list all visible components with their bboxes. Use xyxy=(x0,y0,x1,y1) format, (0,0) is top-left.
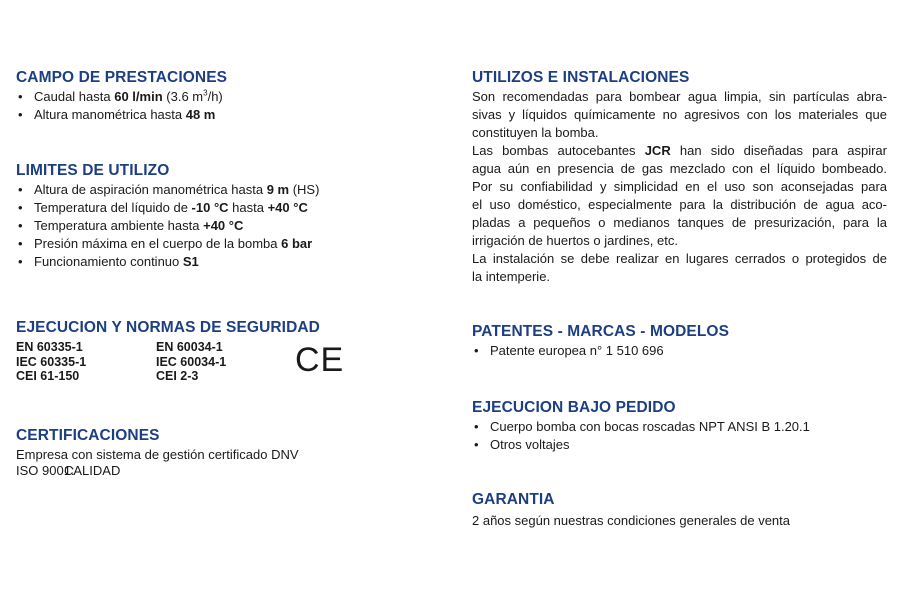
list-item: • Funcionamiento continuo S1 xyxy=(16,253,436,271)
paragraph-line: el uso doméstico, especialmente para la distribución de agua aco- xyxy=(472,197,887,212)
patentes-heading: PATENTES - MARCAS - MODELOS xyxy=(472,323,730,340)
paragraph-line: constituyen la bomba. xyxy=(472,125,599,140)
list-item: • Otros voltajes xyxy=(472,436,887,454)
limites-utilizo-list xyxy=(16,181,436,271)
list-item: • Patente europea n° 1 510 696 xyxy=(472,342,887,360)
paragraph-line: agua aún en presencia de gas mezclado con el líquido bombeado. xyxy=(472,161,887,176)
certificaciones-section xyxy=(16,426,436,479)
certificaciones-line-1: Empresa con sistema de gestión certificado DNV xyxy=(16,447,299,462)
ce-mark-icon: CE xyxy=(295,341,345,379)
list-item: • Altura manométrica hasta 48 m xyxy=(16,106,436,124)
ejecucion-pedido-list xyxy=(472,418,887,454)
ejecucion-normas-section xyxy=(16,318,436,394)
norms-block xyxy=(16,340,436,394)
paragraph-line: Son recomendadas para bombear agua limpia, sin partículas abra- xyxy=(472,89,887,104)
list-item: • Cuerpo bomba con bocas roscadas NPT ANSI B 1.20.1 xyxy=(472,418,887,436)
norms-column-1 xyxy=(16,340,86,384)
iso-value: CALIDAD xyxy=(64,463,121,478)
patentes-section xyxy=(472,322,887,360)
certificaciones-heading: CERTIFICACIONES xyxy=(16,427,160,444)
norm-item: IEC 60034-1 xyxy=(156,354,227,369)
limites-utilizo-heading: LIMITES DE UTILIZO xyxy=(16,162,170,179)
ejecucion-pedido-section xyxy=(472,398,887,454)
garantia-heading: GARANTIA xyxy=(472,491,555,508)
list-item: • Temperatura del líquido de -10 °C hasta +40 °C xyxy=(16,199,436,217)
norm-item: IEC 60335-1 xyxy=(16,354,87,369)
paragraph-line: Las bombas autocebantes JCR han sido diseñadas para aspirar xyxy=(472,143,887,158)
paragraph-line: La instalación se debe realizar en lugares cerrados o protegidos de xyxy=(472,251,887,266)
norm-item: EN 60034-1 xyxy=(156,340,223,354)
patentes-list xyxy=(472,342,887,360)
list-item: • Altura de aspiración manométrica hasta 9 m (HS) xyxy=(16,181,436,199)
limites-utilizo-section xyxy=(16,161,436,271)
ejecucion-normas-heading: EJECUCION Y NORMAS DE SEGURIDAD xyxy=(16,319,320,336)
norm-item: CEI 61-150 xyxy=(16,369,80,383)
ejecucion-pedido-heading: EJECUCION BAJO PEDIDO xyxy=(472,399,676,416)
iso-label: ISO 9001: xyxy=(16,463,75,478)
certificaciones-line-2 xyxy=(16,463,436,479)
list-item: • Presión máxima en el cuerpo de la bomba 6 bar xyxy=(16,235,436,253)
paragraph-line: la intemperie. xyxy=(472,269,551,284)
garantia-section xyxy=(472,490,887,530)
norms-column-2 xyxy=(156,340,226,384)
garantia-text: 2 años según nuestras condiciones generales de venta xyxy=(472,513,790,528)
paragraph-line: Por su confiabilidad y simplicidad en el uso son aconsejadas para xyxy=(472,179,887,194)
list-item: • Caudal hasta 60 l/min (3.6 $m^3/h$) xyxy=(16,88,436,106)
list-item: • Temperatura ambiente hasta +40 °C xyxy=(16,217,436,235)
campo-prestaciones-section xyxy=(16,68,436,124)
campo-prestaciones-list xyxy=(16,88,436,124)
utilizos-instalaciones-heading: UTILIZOS E INSTALACIONES xyxy=(472,69,690,86)
norm-item: EN 60335-1 xyxy=(16,340,83,354)
campo-prestaciones-heading: CAMPO DE PRESTACIONES xyxy=(16,69,228,86)
paragraph-line: sivas y líquidos químicamente no agresivos con los materiales que xyxy=(472,107,887,122)
paragraph-line: pladas a pequeños o medianos tanques de presurización, para la xyxy=(472,215,887,230)
utilizos-instalaciones-section xyxy=(472,68,887,286)
paragraph-line: irrigación de huertos o jardines, etc. xyxy=(472,233,678,248)
norm-item: CEI 2-3 xyxy=(156,369,199,383)
utilizos-paragraph xyxy=(472,88,887,286)
